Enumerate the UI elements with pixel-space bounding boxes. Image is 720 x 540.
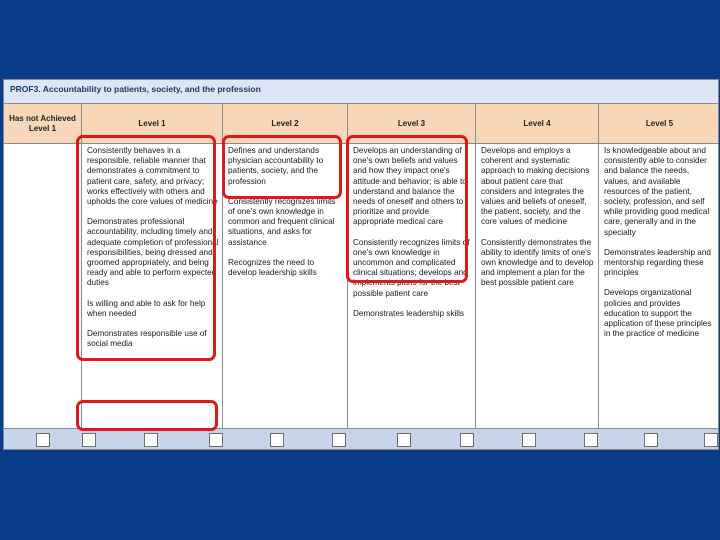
rating-checkbox[interactable] (522, 433, 536, 447)
milestone-4-2: Consistently demonstrates the ability to identify limits of one's own knowledge and to develop and implement a plan for the best possible patient care (481, 237, 594, 288)
rating-checkbox[interactable] (704, 433, 718, 447)
milestone-1-2: Demonstrates professional accountability, including timely and adequate completion of professional responsibilities, being dressed and groomed appropriately, and being ready and able to perform expected duties (87, 217, 219, 288)
milestone-3-3: Demonstrates leadership skills (353, 308, 465, 318)
cell-level-5 (599, 144, 719, 428)
rating-checkbox[interactable] (644, 433, 658, 447)
milestone-sheet (3, 79, 719, 450)
rating-checkbox[interactable] (270, 433, 284, 447)
header-level-5: Level 5 (599, 104, 719, 144)
milestone-5-1: Is knowledgeable about and consistently able to consider and balance the needs, values, and available resources of the patient, society, profession, and self while providing good medical care, generally and in the specialty (604, 146, 710, 237)
header-level-4: Level 4 (476, 104, 599, 144)
cell-level-2 (223, 144, 348, 428)
cell-not-achieved (4, 144, 82, 428)
milestone-5-3: Develops organizational policies and provides education to support the application of these principles in the practice of medicine (604, 288, 712, 339)
milestone-2-2: Consistently recognizes limits of one's own knowledge in common and frequent clinical situations, and asks for assistance (228, 196, 336, 247)
rating-checkbox[interactable] (82, 433, 96, 447)
rating-checkbox[interactable] (332, 433, 346, 447)
milestone-4-1: Develops and employs a coherent and systematic approach to making decisions about patient care that considers and integrates the values and beliefs of oneself, the patient, society, and the core values of medicine (481, 146, 590, 227)
milestone-1-4: Demonstrates responsible use of social media (87, 329, 207, 349)
rating-checkbox[interactable] (584, 433, 598, 447)
rating-checkbox[interactable] (460, 433, 474, 447)
milestone-3-1: Develops an understanding of one's own beliefs and values and how they impact one's attitude and behavior; is able to understand and balance the needs of oneself and others to prioritize and provide appropriate medical care (353, 146, 467, 227)
milestone-2-3: Recognizes the need to develop leadership skills (228, 257, 317, 278)
sheet-title: PROF3. Accountability to patients, society, and the profession (4, 80, 718, 104)
rating-checkbox[interactable] (144, 433, 158, 447)
rating-checkbox-row (4, 428, 718, 450)
milestone-3-2: Consistently recognizes limits of one's own knowledge in uncommon and complicated clinical situations; develops and implements plans for the best possible patient care (353, 237, 470, 298)
milestone-1-3: Is willing and able to ask for help when needed (87, 298, 206, 318)
cell-level-1 (82, 144, 223, 428)
cell-level-4 (476, 144, 599, 428)
milestone-2-1: Defines and understands physician accountability to patients, society, and the profession (228, 146, 324, 186)
rating-checkbox[interactable] (397, 433, 411, 447)
milestone-5-2: Demonstrates leadership and mentorship regarding these principles (604, 247, 711, 278)
rating-checkbox[interactable] (36, 433, 50, 447)
rating-checkbox[interactable] (209, 433, 223, 447)
milestone-1-1: Consistently behaves in a responsible, reliable manner that demonstrates a commitment to patient care, safety, and privacy; works effectively with others and upholds the core values of medicine (87, 146, 218, 207)
header-level-3: Level 3 (348, 104, 476, 144)
header-not-achieved: Has not Achieved Level 1 (4, 104, 82, 144)
header-level-2: Level 2 (223, 104, 348, 144)
header-level-1: Level 1 (82, 104, 223, 144)
cell-level-3 (348, 144, 476, 428)
